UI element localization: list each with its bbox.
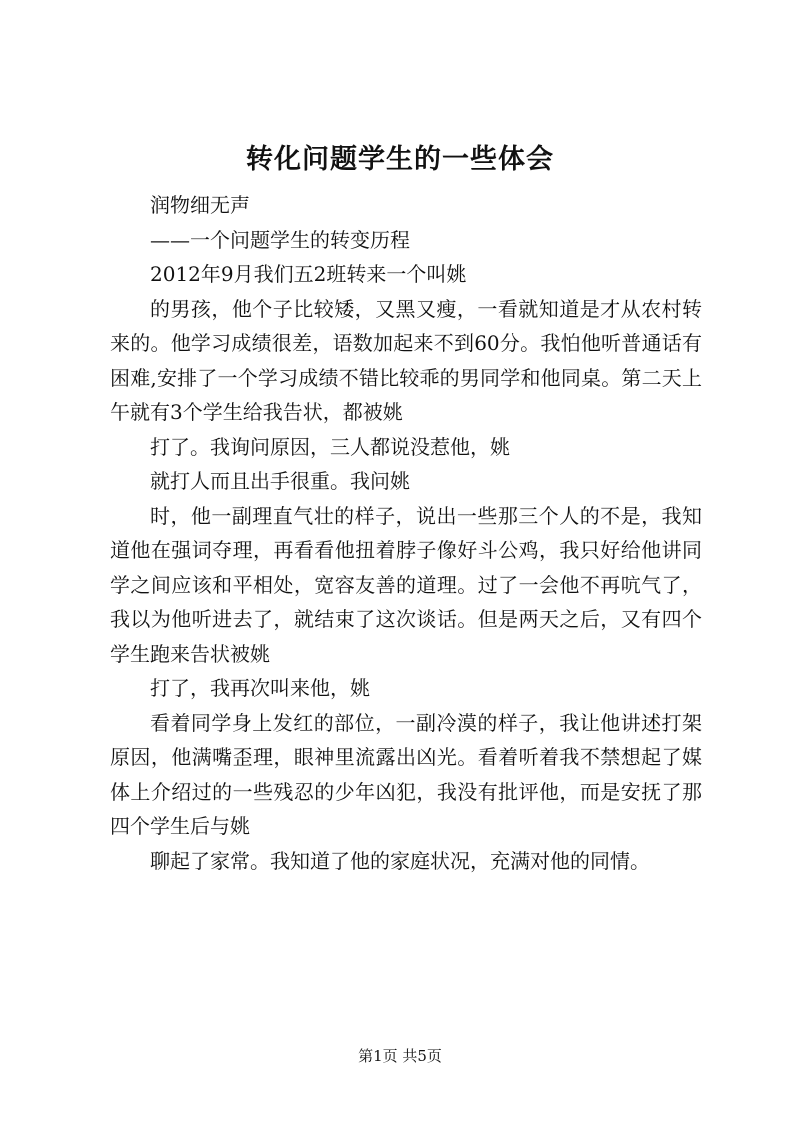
paragraph: 打了，我再次叫来他，姚 <box>150 676 370 700</box>
document-title: 转化问题学生的一些体会 <box>246 144 554 175</box>
paragraph: 的男孩，他个子比较矮，又黑又瘦，一看就知道是才从农村转来的。他学习成绩很差，语数加起来不到60分。我怕他听普通话有困难,安排了一个学习成绩不错比较乖的男同学和他同桌。第二天上午就有3个学生给我告状，都被姚 <box>110 296 702 424</box>
paragraph: 时，他一副理直气壮的样子，说出一些那三个人的不是，我知道他在强词夺理，再看看他扭着脖子像好斗公鸡，我只好给他讲同学之间应该和平相处，宽容友善的道理。过了一会他不再吭气了，我以为他听进去了，就结束了这次谈话。但是两天之后，又有四个学生跑来告状被姚 <box>110 503 702 666</box>
paragraph: 打了。我询问原因，三人都说没惹他，姚 <box>150 434 510 459</box>
page-footer: 第1页 共5页 <box>358 1047 442 1065</box>
paragraph: 2012年9月我们五2班转来一个叫姚 <box>150 262 467 286</box>
paragraph: 聊起了家常。我知道了他的家庭状况，充满对他的同情。 <box>150 848 650 873</box>
paragraph: 润物细无声 <box>150 193 250 217</box>
paragraph: 看着同学身上发红的部位，一副冷漠的样子，我让他讲述打架原因，他满嘴歪理，眼神里流露出凶光。看着听着我不禁想起了媒体上介绍过的一些残忍的少年凶犯，我没有批评他，而是安抚了那四个学生后与姚 <box>110 710 702 838</box>
document-body <box>110 188 702 878</box>
paragraph: ——一个问题学生的转变历程 <box>150 227 410 252</box>
paragraph: 就打人而且出手很重。我问姚 <box>150 469 410 493</box>
